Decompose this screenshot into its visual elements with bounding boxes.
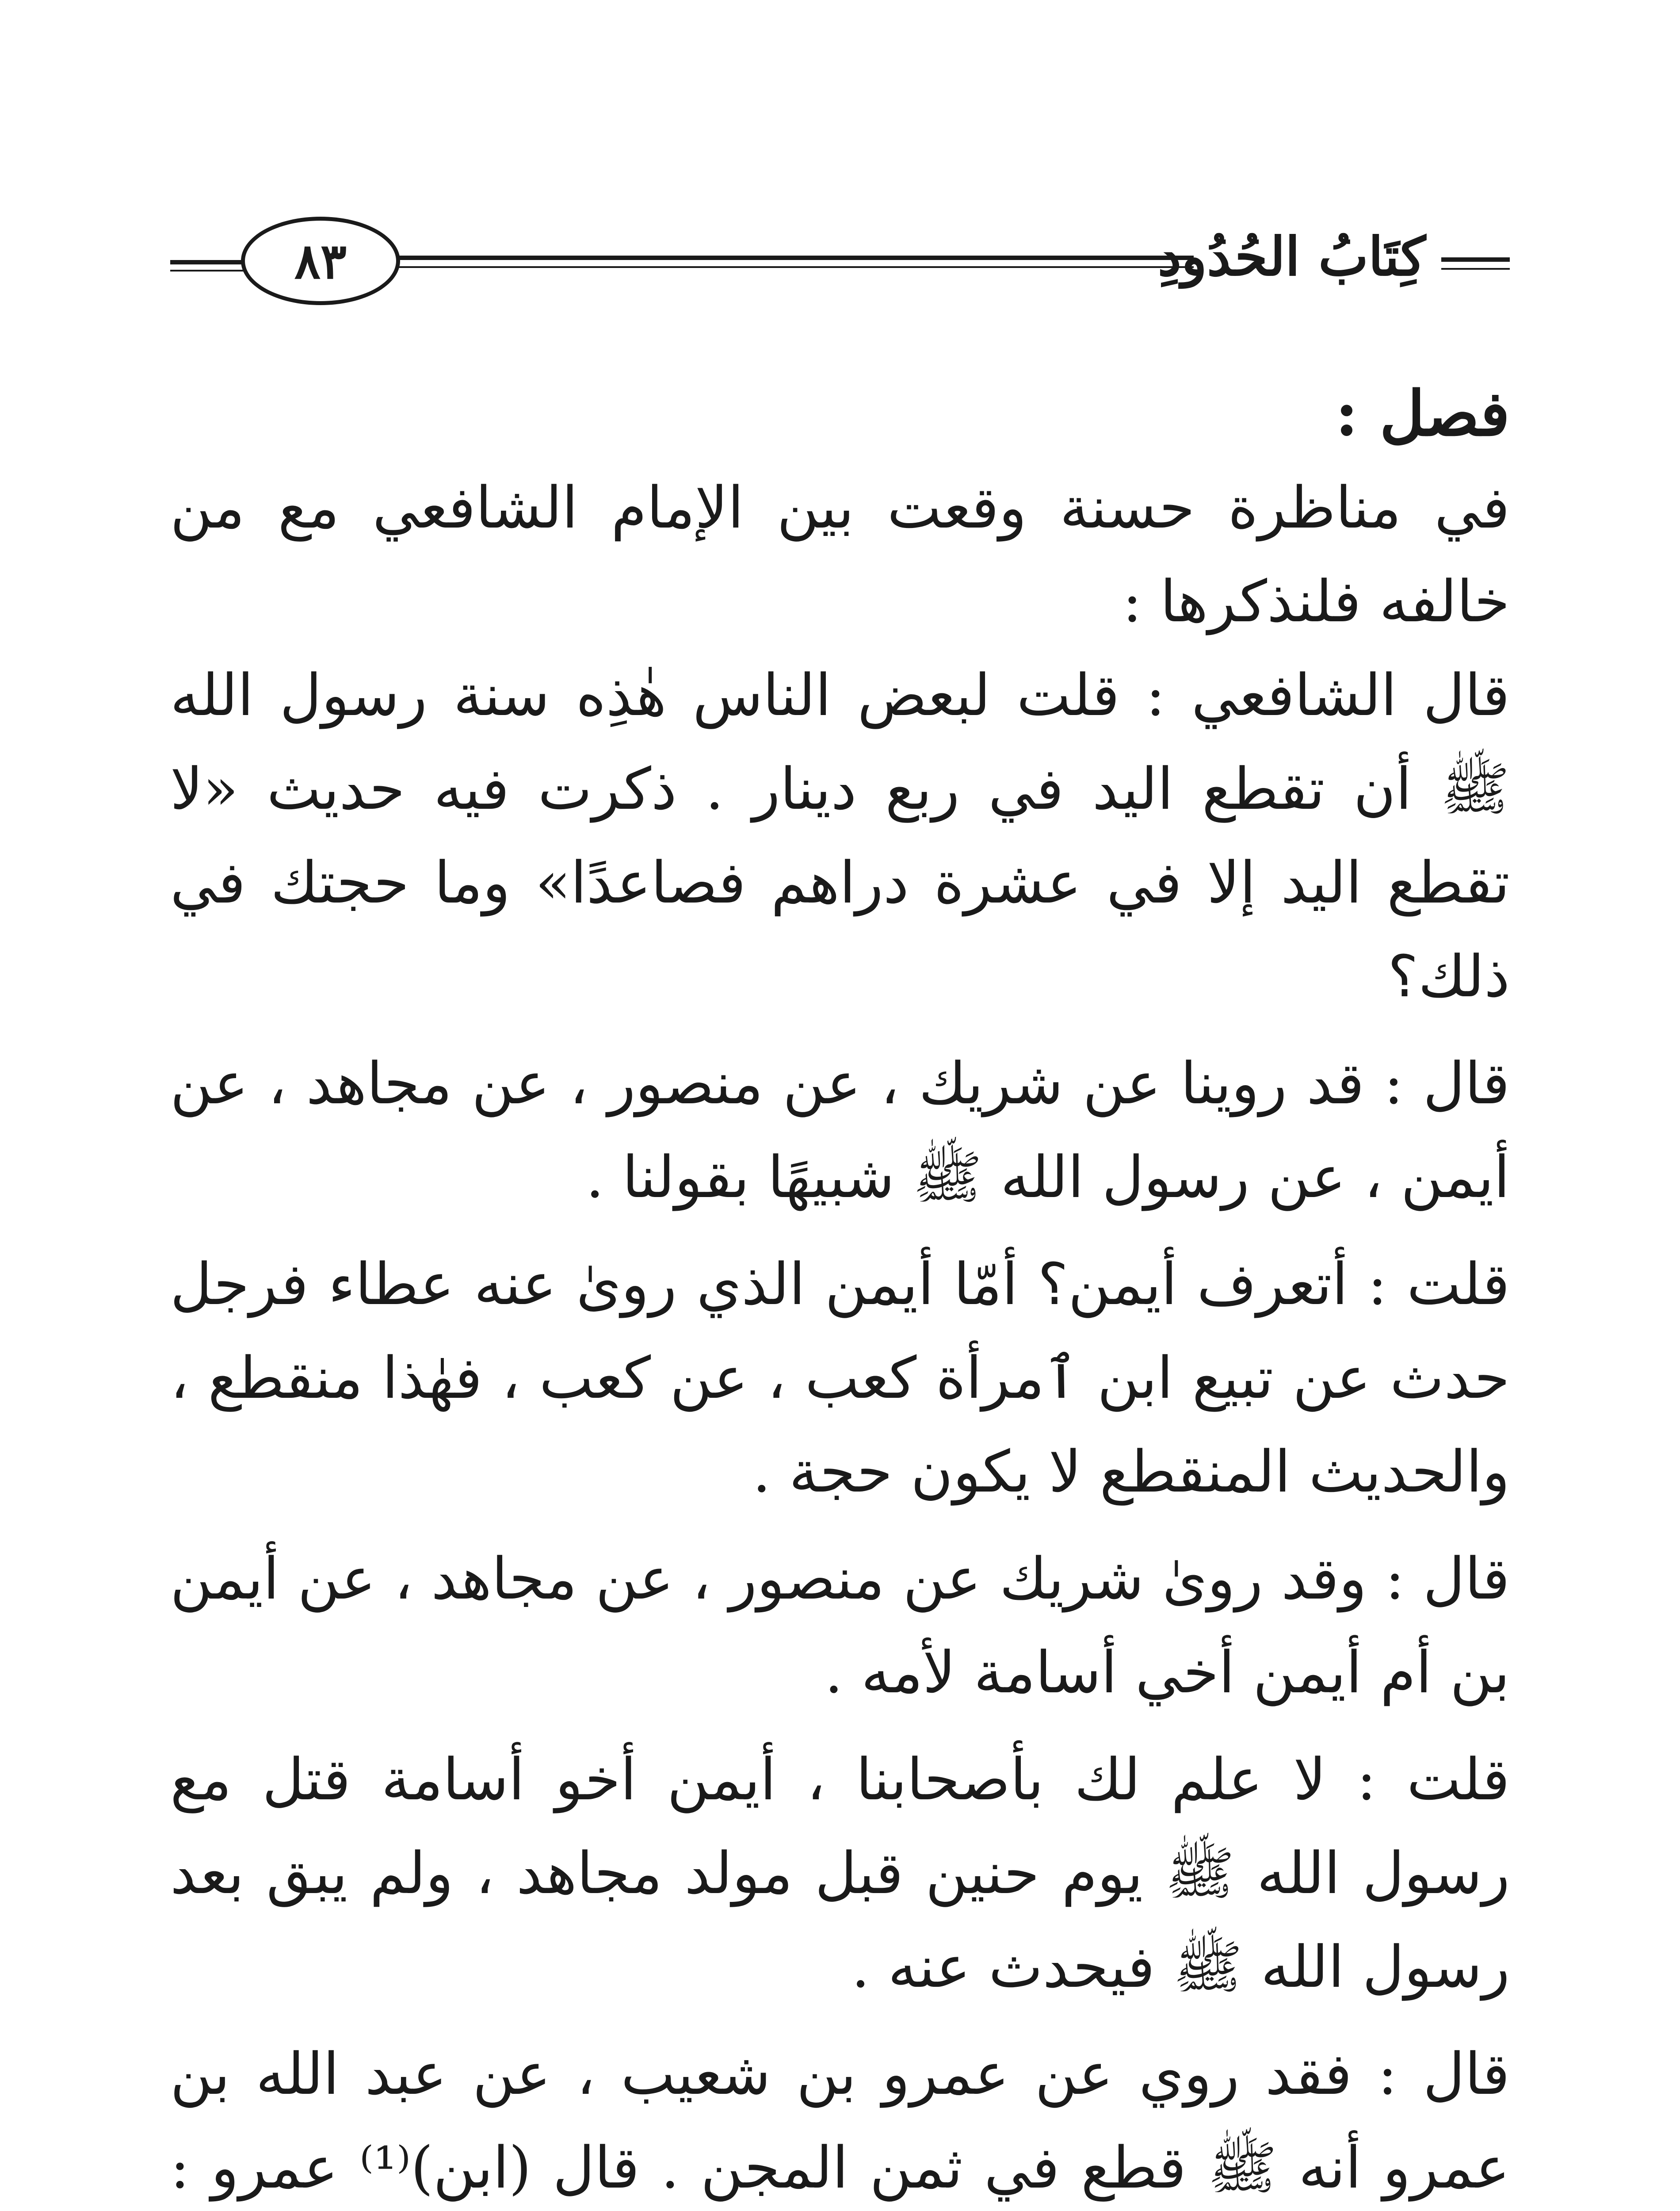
page-header [170, 208, 1510, 318]
paragraph-shafii-question: قال الشافعي : قلت لبعض الناس هٰذِه سنة رسول الله ﷺ أن تقطع اليد في ربع دينار . ذكرت فيه حديث «لا تقطع اليد إلا في عشرة دراهم فصاعدًا» وما حجتك في ذلك؟ [170, 662, 1510, 1010]
main-text [170, 367, 1510, 2211]
header-rule-right [1441, 257, 1510, 262]
paragraph-ayman-reply: قلت : أتعرف أيمن؟ أمّا أيمن الذي روىٰ عنه عطاء فرجل حدث عن تبيع ابن ٱمرأة كعب ، عن كعب ، فهٰذا منقطع ، والحديث المنقطع لا يكون حجة . [170, 1251, 1510, 1505]
intro-paragraph: في مناظرة حسنة وقعت بين الإمام الشافعي مع من خالفه فلنذكرها : [170, 474, 1510, 635]
page-number: ٨٣ [294, 232, 347, 290]
book-title: كِتَابُ الحُدُودِ [1157, 226, 1426, 288]
header-rule-middle-thin [398, 266, 1194, 268]
paragraph-ayman-bin-umm-ayman: قال : وقد روىٰ شريك عن منصور ، عن مجاهد ، عن أيمن بن أم أيمن أخي أسامة لأمه . [170, 1545, 1510, 1706]
paragraph-narration-sharik: قال : قد روينا عن شريك ، عن منصور ، عن مجاهد ، عن أيمن ، عن رسول الله ﷺ شبيهًا بقولنا . [170, 1050, 1510, 1211]
header-rule-left-thin [170, 270, 250, 272]
header-rule-left [170, 260, 250, 264]
section-heading: فصل : [1335, 378, 1510, 450]
header-rule-middle [398, 256, 1194, 260]
header-rule-right-thin [1441, 268, 1510, 270]
paragraph-amr-bin-shuayb: قال : فقد روي عن عمرو بن شعيب ، عن عبد الله بن عمرو أنه ﷺ قطع في ثمن المجن . قال (ابن)⁽¹⁾ عمرو : [170, 2040, 1510, 2201]
paragraph-hunayn: قلت : لا علم لك بأصحابنا ، أيمن أخو أسامة قتل مع رسول الله ﷺ يوم حنين قبل مولد مجاهد ، ولم يبق بعد رسول الله ﷺ فيحدث عنه . [170, 1746, 1510, 2001]
page-number-oval [241, 217, 400, 305]
